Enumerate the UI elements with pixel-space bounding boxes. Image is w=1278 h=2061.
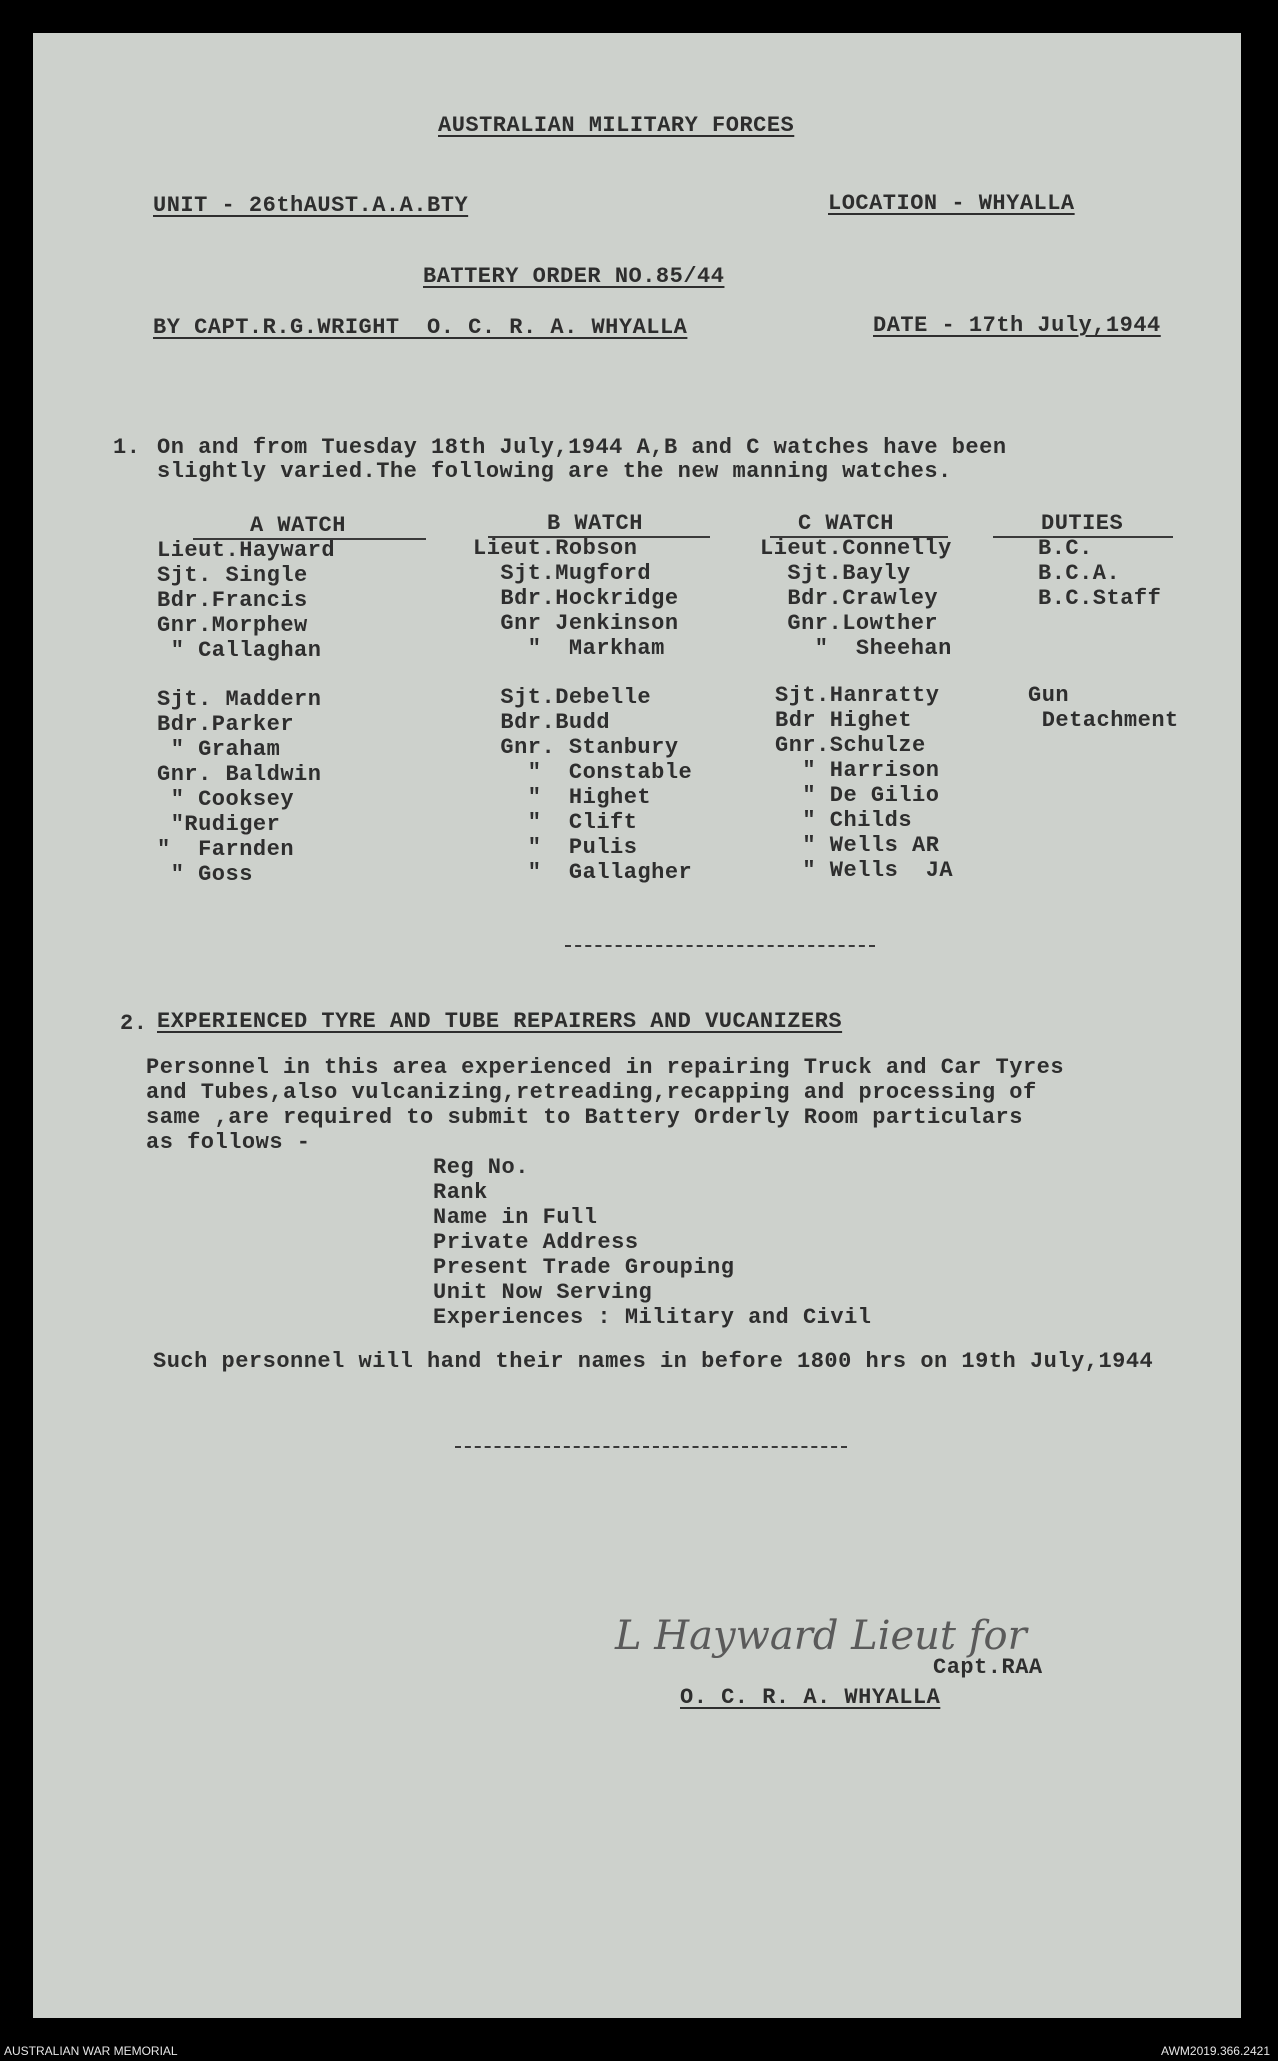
particular-item: Present Trade Grouping — [433, 1255, 735, 1280]
group-2-duties — [1028, 683, 1179, 733]
roster-entry: " Pulis — [473, 835, 638, 860]
duty-entry: B.C.Staff — [1038, 586, 1162, 611]
roster-entry: "Rudiger — [157, 812, 281, 837]
date-line: DATE - 17th July,1944 — [873, 313, 1161, 338]
roster-entry: Sjt.Bayly — [760, 561, 911, 586]
header-a-watch: A WATCH — [250, 513, 346, 538]
header-b-watch: B WATCH — [547, 511, 643, 536]
roster-entry: Sjt.Hanratty — [775, 683, 940, 708]
particulars-list — [433, 1155, 871, 1330]
document-title: AUSTRALIAN MILITARY FORCES — [438, 113, 795, 138]
header-c-watch: C WATCH — [798, 511, 894, 536]
roster-entry: Bdr.Francis — [157, 588, 308, 613]
roster-entry: Bdr.Budd — [473, 710, 611, 735]
location-line: LOCATION - WHYALLA — [828, 191, 1075, 216]
roster-entry: Gnr Jenkinson — [473, 611, 679, 636]
closing-instruction: Such personnel will hand their names in before 1800 hrs on 19th July,1944 — [153, 1349, 1154, 1374]
roster-entry: " Cooksey — [157, 787, 295, 812]
roster-entry: Lieut.Hayward — [157, 538, 336, 563]
roster-entry: " Graham — [157, 737, 281, 762]
group-1-b-watch — [473, 536, 679, 661]
roster-entry: Sjt. Maddern — [157, 687, 322, 712]
roster-entry: " Harrison — [775, 758, 940, 783]
roster-entry: " Farnden — [157, 837, 295, 862]
duty-entry: Detachment — [1028, 708, 1179, 733]
paragraph-line: same ,are required to submit to Battery Orderly Room particulars — [146, 1105, 1023, 1130]
duty-entry: B.C. — [1038, 536, 1093, 561]
roster-entry: " Markham — [473, 636, 665, 661]
group-1-duties — [1038, 536, 1161, 611]
roster-entry: Gnr. Stanbury — [473, 735, 679, 760]
signature-title: O. C. R. A. WHYALLA — [680, 1685, 941, 1710]
particular-item: Unit Now Serving — [433, 1280, 653, 1305]
roster-entry: Gnr. Baldwin — [157, 762, 322, 787]
handwritten-signature: L Hayward Lieut for — [615, 1613, 1027, 1659]
roster-entry: " Highet — [473, 785, 652, 810]
roster-entry: Gnr.Morphew — [157, 613, 308, 638]
roster-entry: Lieut.Connelly — [760, 536, 952, 561]
section-2-number: 2. — [120, 1011, 148, 1036]
header-duties: DUTIES — [1041, 511, 1124, 536]
battery-order-number: BATTERY ORDER NO.85/44 — [423, 264, 725, 289]
footer-left: AUSTRALIAN WAR MEMORIAL — [4, 2044, 178, 2058]
roster-entry: Bdr.Hockridge — [473, 586, 679, 611]
roster-entry: Sjt. Single — [157, 563, 308, 588]
duty-entry: B.C.A. — [1038, 561, 1121, 586]
roster-entry: Bdr.Parker — [157, 712, 295, 737]
particular-item: Reg No. — [433, 1155, 529, 1180]
paragraph-line: as follows - — [146, 1130, 311, 1155]
roster-entry: " Callaghan — [157, 638, 322, 663]
unit-line: UNIT - 26thAUST.A.A.BTY — [153, 193, 469, 218]
particular-item: Rank — [433, 1180, 488, 1205]
roster-entry: " Constable — [473, 760, 693, 785]
section-1-number: 1. — [113, 435, 141, 460]
particular-item: Private Address — [433, 1230, 639, 1255]
roster-entry: " Gallagher — [473, 860, 693, 885]
signature-rank: Capt.RAA — [933, 1655, 1043, 1680]
duty-entry: Gun — [1028, 683, 1070, 708]
group-2-c-watch — [775, 683, 953, 883]
particular-item: Experiences : Military and Civil — [433, 1305, 872, 1330]
roster-entry: " De Gilio — [775, 783, 940, 808]
section-1-line-1: On and from Tuesday 18th July,1944 A,B and C watches have been — [157, 435, 1007, 460]
roster-entry: " Goss — [157, 862, 253, 887]
issued-by-line: BY CAPT.R.G.WRIGHT O. C. R. A. WHYALLA — [153, 315, 688, 340]
roster-entry: Sjt.Debelle — [473, 685, 652, 710]
paragraph-line: and Tubes,also vulcanizing,retreading,recapping and processing of — [146, 1080, 1037, 1105]
particular-item: Name in Full — [433, 1205, 598, 1230]
group-2-a-watch — [157, 687, 321, 887]
group-2-b-watch — [473, 685, 692, 885]
roster-entry: Sjt.Mugford — [473, 561, 652, 586]
roster-entry: " Clift — [473, 810, 638, 835]
section-2-paragraph — [146, 1055, 1064, 1155]
roster-entry: " Wells JA — [775, 858, 954, 883]
group-1-a-watch — [157, 538, 335, 663]
roster-entry: " Sheehan — [760, 636, 952, 661]
roster-entry: Bdr Highet — [775, 708, 913, 733]
section-2-heading: EXPERIENCED TYRE AND TUBE REPAIRERS AND VUCANIZERS — [157, 1009, 843, 1034]
roster-entry: Gnr.Lowther — [760, 611, 939, 636]
section-divider — [565, 945, 875, 947]
group-1-c-watch — [760, 536, 952, 661]
roster-entry: Gnr.Schulze — [775, 733, 926, 758]
document-page — [33, 33, 1241, 2018]
paragraph-line: Personnel in this area experienced in repairing Truck and Car Tyres — [146, 1055, 1065, 1080]
roster-entry: " Childs — [775, 808, 913, 833]
footer-right: AWM2019.366.2421 — [1161, 2044, 1270, 2058]
roster-entry: Bdr.Crawley — [760, 586, 939, 611]
section-1-line-2: slightly varied.The following are the new manning watches. — [157, 459, 952, 484]
roster-entry: Lieut.Robson — [473, 536, 638, 561]
section-divider — [455, 1446, 847, 1448]
roster-entry: " Wells AR — [775, 833, 940, 858]
